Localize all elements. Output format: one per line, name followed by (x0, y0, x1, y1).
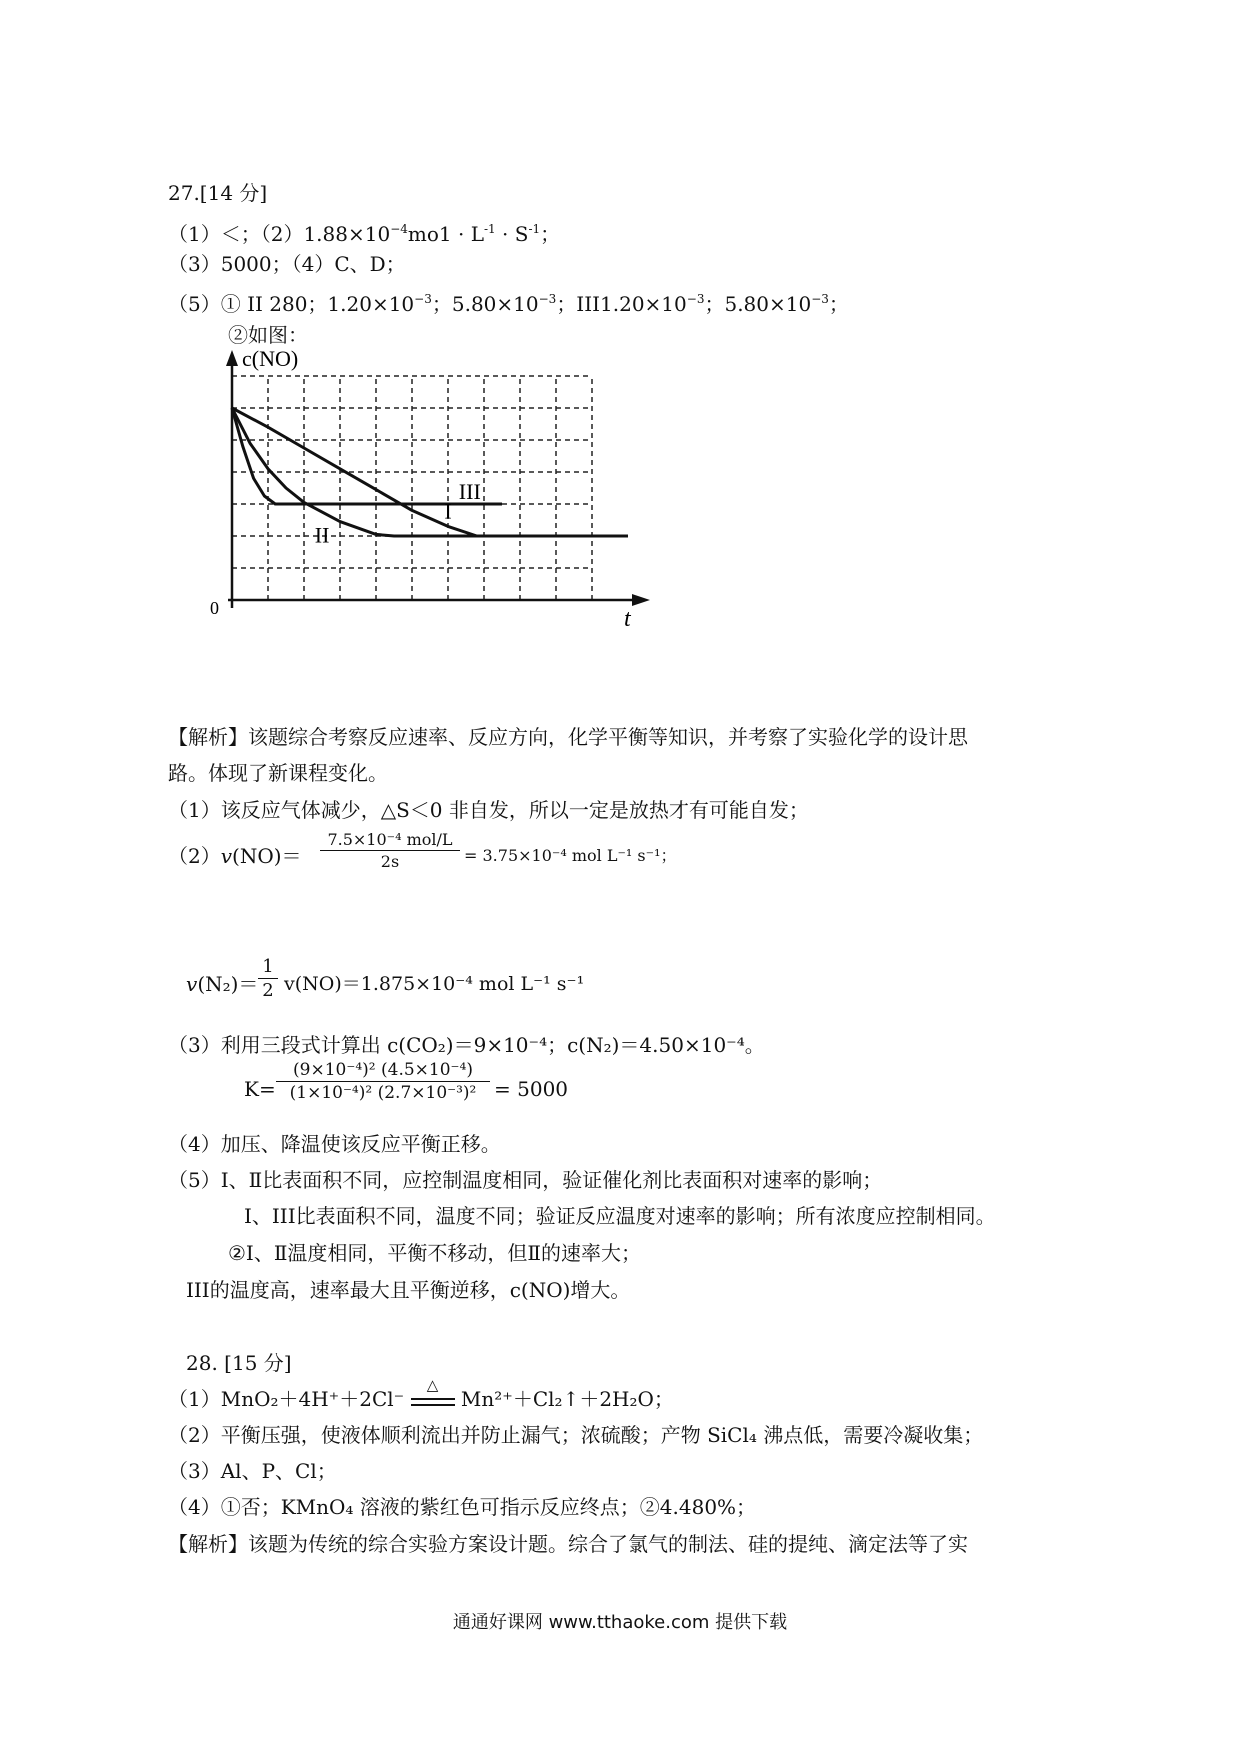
x-axis-label: t (624, 606, 631, 632)
fraction-denominator: 2s (380, 852, 400, 871)
q27-answer-2: （3）5000；（4）C、D； (168, 252, 406, 276)
reaction-condition: △ (411, 1388, 455, 1406)
q27-analysis-2: （2）v(NO)＝ (168, 844, 302, 868)
series-label-III: III (458, 479, 481, 505)
q27-analysis-line-2: 路。体现了新课程变化。 (168, 761, 388, 785)
q27-analysis-2-result: = 3.75×10⁻⁴ mol L⁻¹ s⁻¹； (464, 846, 677, 865)
fraction-numerator: (9×10⁻⁴)² (4.5×10⁻⁴) (276, 1060, 490, 1082)
concentration-time-chart (200, 350, 720, 690)
y-axis-label: c(NO) (242, 350, 299, 371)
q28-answer-1: （1）MnO₂＋4H⁺＋2Cl⁻ △ Mn²⁺＋Cl₂↑＋2H₂O； (168, 1376, 674, 1411)
q28-answer-3: （3）Al、P、Cl； (168, 1459, 337, 1483)
fraction-denominator: 2 (262, 980, 274, 1001)
q27-analysis-3-k: K= (244, 1077, 276, 1101)
origin-label: 0 (210, 598, 219, 618)
q27-answer-1: （1）＜；$(2)1.88\times 10^{-4}mo1 \cdot L^{-1} \cdot S^{-1}$； (168, 222, 561, 246)
x-axis-arrow (632, 594, 650, 606)
page-footer: 通通好课网 www.tthaoke.com 提供下载 (452, 1612, 788, 1633)
q27-answer-3: （5）① II 280；$1.20\times 10^{-3}$；$5.80\times 10^{-3}$；$III1.20\times 10^{-3}$；$5.80\times 10^{-3}$； (168, 292, 849, 316)
q27-analysis-2b: v(N₂)＝ (186, 972, 259, 996)
q27-analysis-3-fraction (276, 1060, 490, 1103)
q27-analysis-2b-rest: v(NO)＝1.875×10⁻⁴ mol L⁻¹ s⁻¹ (284, 973, 585, 995)
series-label-I: I (444, 498, 452, 524)
q27-analysis-line-1: 【解析】该题综合考察反应速率、反应方向，化学平衡等知识，并考察了实验化学的设计思 (168, 725, 968, 749)
q28-answer-2: （2）平衡压强，使液体顺利流出并防止漏气；浓硫酸；产物 SiCl₄ 沸点低，需要冷凝收集； (168, 1423, 984, 1447)
y-axis-arrow (226, 350, 238, 366)
q28-analysis: 【解析】该题为传统的综合实验方案设计题。综合了氯气的制法、硅的提纯、滴定法等了实 (168, 1532, 968, 1556)
fraction-numerator: 7.5×10⁻⁴ mol/L (320, 830, 460, 851)
fraction-denominator: (1×10⁻⁴)² (2.7×10⁻³)² (289, 1083, 477, 1103)
q28-heading: 28. [15 分] (186, 1351, 292, 1375)
q27-analysis-4: （4）加压、降温使该反应平衡正移。 (168, 1132, 501, 1156)
q27-answer-4: ②如图： (228, 323, 308, 347)
q27-analysis-1: （1）该反应气体减少，△S＜0 非自发，所以一定是放热才有可能自发； (168, 798, 809, 822)
q28-answer-4: （4）①否；KMnO₄ 溶液的紫红色可指示反应终点；②4.480%； (168, 1495, 757, 1519)
q27-analysis-5-line-4: III的温度高，速率最大且平衡逆移，c(NO)增大。 (186, 1278, 631, 1302)
fraction-numerator: 1 (258, 956, 278, 979)
q27-heading: 27.[14 分] (168, 181, 268, 205)
q27-analysis-3: （3）利用三段式计算出 c(CO₂)＝9×10⁻⁴；c(N₂)＝4.50×10⁻⁴。 (168, 1033, 765, 1057)
q27-analysis-5-line-2: Ⅰ、III比表面积不同，温度不同；验证反应温度对速率的影响；所有浓度应控制相同。 (244, 1204, 996, 1228)
q27-analysis-3-result: = 5000 (494, 1077, 569, 1101)
q27-analysis-5-line-3: ②Ⅰ、Ⅱ温度相同，平衡不移动，但Ⅱ的速率大； (228, 1241, 642, 1265)
q27-analysis-2-fraction (320, 830, 460, 871)
series-label-II: II (314, 522, 330, 548)
q27-analysis-2b-fraction (258, 956, 278, 1001)
q27-analysis-5-line-1: （5）Ⅰ、Ⅱ比表面积不同，应控制温度相同，验证催化剂比表面积对速率的影响； (168, 1168, 883, 1192)
